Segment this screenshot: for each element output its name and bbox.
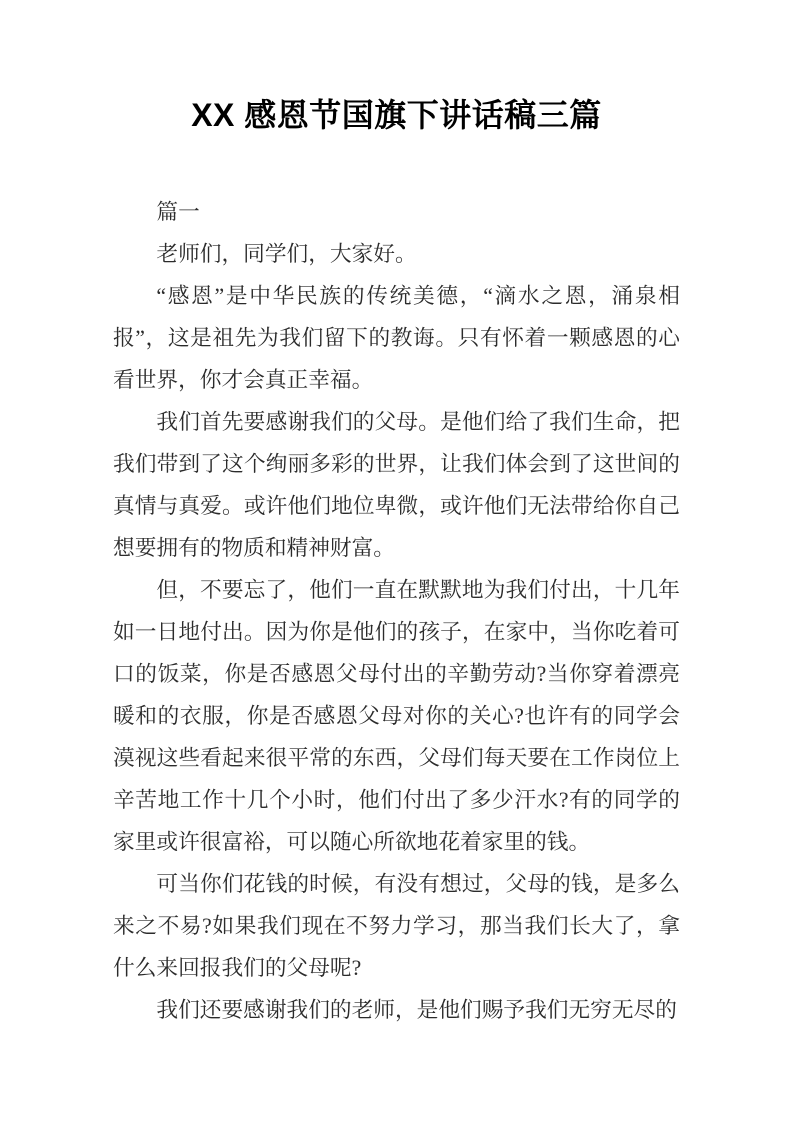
document-body xyxy=(113,191,680,1031)
page-title: XX 感恩节国旗下讲话稿三篇 xyxy=(191,97,602,133)
section-heading: 篇一 xyxy=(156,200,200,224)
body-paragraph: 可当你们花钱的时候，有没有想过，父母的钱，是多么来之不易?如果我们现在不努力学习，那当我们长大了，拿什么来回报我们的父母呢? xyxy=(113,872,680,980)
body-paragraph: 但，不要忘了，他们一直在默默地为我们付出，十几年如一日地付出。因为你是他们的孩子，在家中，当你吃着可口的饭菜，你是否感恩父母付出的辛勤劳动?当你穿着漂亮暖和的衣服，你是否感恩父母对你的关心?也许有的同学会漠视这些看起来很平常的东西，父母们每天要在工作岗位上辛苦地工作十几个小时，他们付出了多少汗水?有的同学的家里或许很富裕，可以随心所欲地花着家里的钱。 xyxy=(113,578,680,854)
body-paragraph: “感恩”是中华民族的传统美德，“滴水之恩，涌泉相报”，这是祖先为我们留下的教诲。只有怀着一颗感恩的心看世界，你才会真正幸福。 xyxy=(113,284,680,392)
body-paragraph: 我们首先要感谢我们的父母。是他们给了我们生命，把我们带到了这个绚丽多彩的世界，让我们体会到了这世间的真情与真爱。或许他们地位卑微，或许他们无法带给你自己想要拥有的物质和精神财富。 xyxy=(113,410,680,560)
body-paragraph: 我们还要感谢我们的老师，是他们赐予我们无穷无尽的 xyxy=(156,998,677,1022)
body-paragraph: 老师们，同学们，大家好。 xyxy=(156,242,417,266)
